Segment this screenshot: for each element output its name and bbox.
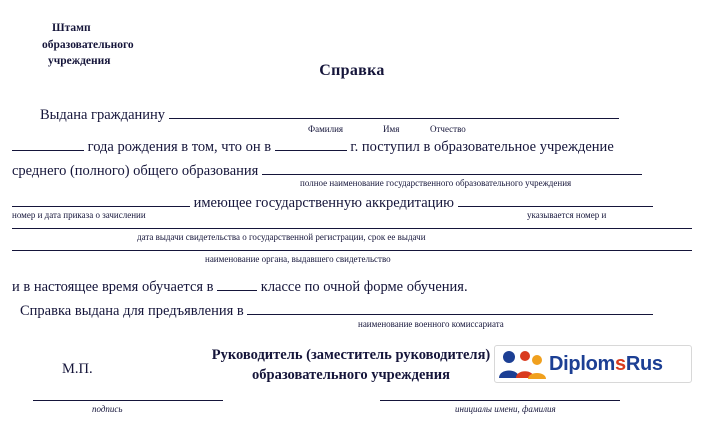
blank-certificate-date[interactable] [12,228,692,229]
head-of-institution-line-1: Руководитель (заместитель руководителя) [211,347,491,363]
hint-certificate-issue: дата выдачи свидетельства о государственной регистрации, срок ее выдачи [137,232,426,242]
logo-text-tail: Rus [625,352,663,375]
stamp-line-2: образовательного [42,38,134,51]
stamp-line-1: Штамп [52,22,91,34]
signature-line-right[interactable] [380,400,620,401]
line-issued-to-label: Выдана гражданину [40,107,166,123]
blank-military-office[interactable] [247,300,653,315]
page-title: Справка [319,62,385,79]
hint-order-number-date: номер и дата приказа о зачислении [12,210,146,220]
hint-institution-full-name: полное наименование государственного образовательного учреждения [300,178,572,188]
hint-family: Фамилия [308,124,344,134]
logo-text-main: Diplom [549,352,615,375]
blank-admission-year[interactable] [275,136,347,151]
line-birth-year-label-b: г. поступил в образовательное учреждение [350,139,614,155]
blank-fio[interactable] [169,104,619,119]
blank-birth-year[interactable] [12,136,84,151]
stamp-line-3: учреждения [48,55,111,68]
line-presented-to-label: Справка выдана для предъявления в [20,303,244,319]
blank-institution-name[interactable] [262,160,642,175]
hint-issuing-authority: наименование органа, выдавшего свидетельство [205,254,391,264]
line-education-level-label: среднего (полного) общего образования [12,163,259,179]
signature-line-left[interactable] [33,400,223,401]
blank-class-number[interactable] [217,276,257,291]
line-accreditation-label: имеющее государственную аккредитацию [193,195,454,211]
hint-initials-surname: инициалы имени, фамилия [455,404,556,414]
hint-name: Имя [383,124,400,134]
hint-number-indicated: указывается номер и [527,210,607,220]
blank-issuing-authority[interactable] [12,250,692,251]
blank-order-number[interactable] [12,192,190,207]
mp-label: М.П. [62,361,93,377]
hint-military-office: наименование военного комиссариата [358,319,504,329]
logo-wordmark [547,353,663,376]
line-issued-to [40,104,619,124]
line-birth-year [12,136,614,156]
line-presented-to [20,300,653,320]
line-current-class-label-b: классе по очной форме обучения. [260,279,468,295]
hint-patronymic: Отчество [430,124,466,134]
blank-accreditation-number[interactable] [458,192,653,207]
head-of-institution-line-2: образовательного учреждения [252,366,450,383]
line-birth-year-label-a: года рождения в том, что он в [87,139,272,155]
hint-signature: подпись [92,404,123,414]
line-current-class-label-a: и в настоящее время обучается в [12,279,214,295]
diplomsrus-logo[interactable] [494,345,692,383]
logo-text-accent: s [614,352,626,375]
head-of-institution-block [186,346,516,385]
people-group-icon [495,346,547,382]
line-current-class [12,276,468,296]
